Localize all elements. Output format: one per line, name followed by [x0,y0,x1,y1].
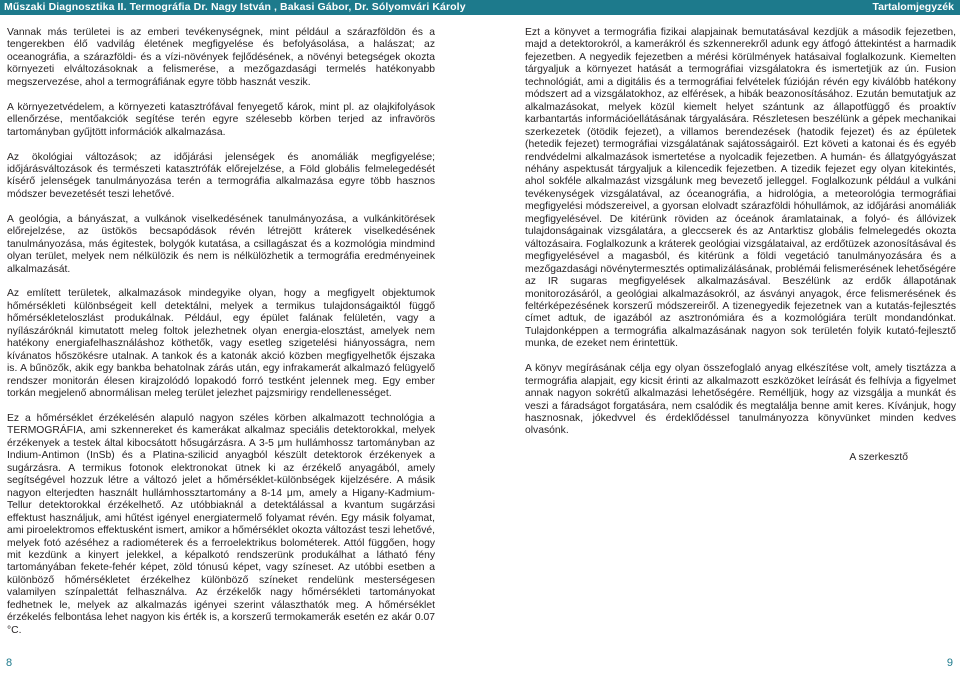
signature: A szerkesztő [849,451,908,463]
paragraph: A környezetvédelem, a környezeti katasztrófával fenyegető károk, mint pl. az olajkifolyások ellenőrzése, mentőakciók segítése terén egyre szélesebb körben terjed az infravörös tartományban gyűjtött információk alkalmazása. [7,101,435,138]
paragraph: A könyv megírásának célja egy olyan összefoglaló anyag elkészítése volt, amely tisztázza a termográfia alapjait, egy kicsit érinti az alkalmazott eszközöket leírását és felhívja a figyelmet annak nagyon sokrétű alkalmazási lehetőségére. Remélljük, hogy az vizsgálja a munkát és veszi a fáradságot forgatására, nem csalódik és megtalálja benne amit keres. Kívánjuk, hogy hasznosnak, jókedvvel és érdeklődéssel tanulmányozza könyvünket minden kedves olvasónk. [525,363,956,437]
paragraph: Az ökológiai változások; az időjárási jelenségek és anomáliák megfigyelése; időjárásváltozások és természeti katasztrófák előrejelzése, a Föld globális felmelegedését kísérő jelenségek tanulmányozása terén a termográfia alkalmazása egyre több hasznos módszer bevezetését teszi lehetővé. [7,151,435,200]
paragraph: Ezt a könyvet a termográfia fizikai alapjainak bemutatásával kezdjük a második fejezetben, majd a detektorokról, a kamerákról és szkennerekről adunk egy átfogó áttekintést a harmadik fejezetben. A negyedik fejezetben a mérési körülmények hatásaival foglalkozunk. Kiemelten tárgyaljuk a környezet hatását a termográfiai vizsgálatokra és ismertetjük az ún. Fusion technológiát, ami a digitális és a termográfiai felvételek fúzióján révén egy kiválóbb hatékony módszert ad a vizsgálatokhoz, az elférések, a hibák beazonosításához. Ezután bemutatjuk az alkalmazásokat, melyek közül kiemelt helyet szántunk az állapotfüggő és proaktív karbantartás információellátásának tárgyalására. Részletesen beszélünk a gépek mechanikai szerkezetek (ötödik fejezet), a villamos berendezések (hatodik fejezet) és az épületek (hetedik fejezet) termográfiai vizsgálatának sajátosságairól. Ezt követi a katonai és és egyéb rendvédelmi alkalmazások ismertetése a nyolcadik fejezetben. A humán- és állatgyógyászat néhány aspektusát tárgyaljuk a kilencedik fejezetben. A tizedik fejezet egy olyan kitekintés, ahol sokféle alkalmazást vizsgálunk meg bevezető jelleggel. Foglalkozunk például a vulkáni tevékenységek vizsgálatával, az óceanográfia, a hidrológia, a meteorológia termográfiai megfigyelési módszereivel, a gyorsan elolvadt szárazföldi hóhullámok, az időjárási anomáliák megfigyelésével. De kitérünk röviden az óceánok áramlatainak, a folyó- és állóvizek tulajdonságainak vizsgálatára, a gleccserek és az Antarktisz globális felmelegedés okozta változásaira. Foglalkozunk a kráterek geológiai vizsgálataival, az erdőtüzek azonosításával és megfigyelésével a magasból, és kitérünk a földi vegetáció tanulmányozására és a mezőgazdasági növénytermesztés optimalizálásának, problémái felismerésének lehetőségére az IR sugaras megfigyelések alkalmazásával. Beszélünk az erdők állapotának monitorozásáról, a geológiai alkalmazásokról, az ásványi anyagok, érce felismerésének és feltérképezésének korszerű módszereiről. A tizenegyedik fejezetnek van a kutatás-fejlesztés címet adtuk, de igazából az asztronómiára és a kozmológiára terült mondandónkat. Tulajdonképpen a termográfia alkalmazásának nagyon sok területén folyik kutató-fejlesztő munka, de ezeket nem érintettük. [525,27,956,350]
page-number-left: 8 [6,657,13,669]
page-number-right: 9 [946,657,953,669]
right-text-column [525,27,956,464]
paragraph: Ez a hőmérséklet érzékelésén alapuló nagyon széles körben alkalmazott technológia a TERMOGRÁFIA, ami szkennereket és kamerákat alkalmaz speciális detektorokkal, melyek érzékenyek a testek által kibocsátott hősugárzásra. A 3-5 μm hullámhossz tartományban az Indium-Antimon (InSb) és a Platina-szilicid anyagból készült detektorok érzékenyek a sugárzásra. A termikus fotonok elektronokat ütnek ki az érzékelő anyagából, amely segítségével hozzuk létre a változó jelet a hőmérséklet-különbségek kijelzésére. A másik nagyon elterjedten használt hullámhossztartomány a 8-14 μm, amely a Higany-Kadmium-Tellur detektorokkal érzékelhető. Az utóbbiaknál a detektálással a kvantum sugárzási effektust használjuk, ami hűtést igényel energiatermelő folyamat révén. Egy másik folyamat, ami piroelektromos effektusként ismert, amikor a hőmérséklet okozta változást teszi lehetővé, melyek fotó azéséhez a radiométerek és a ferroelektrikus bolométerek. Attól függően, hogy mit kezdünk a kinyert jelekkel, a képalkotó rendszerünk produkálhat a látható fény tartományában fekete-fehér képet, zöld tónusú képet, vagy színeset. Az utóbbi esetben a különböző hőmérsékletet érzékelhez különböző színeket rendelünk mesterségesen valamilyen színpalettát felhasználva. Az érzékelők nagy hőmérsékleti tartományokat fedhetnek le, melyek az alkalmazás igényei szerint választhatók meg. A hőmérséklet érzékelés felbontása lehet nagyon kis érték is, a korszerű termokamerák esetén ez akár 0.07 °C. [7,412,435,636]
paragraph: A geológia, a bányászat, a vulkánok viselkedésének tanulmányozása, a vulkánkitörések előrejelzése, az üstökös becsapódások révén létrejött kráterek viselkedésének tanulmányozása, más égitestek, bolygók kutatása, a csillagászat és a kozmológia mindmind olyan terület, melyek nem nélkülözik és nem is nélkülözhetik a termográfia eredményeinek alkalmazását. [7,213,435,275]
table-of-contents-link[interactable]: Tartalomjegyzék [872,1,954,13]
running-header-title: Műszaki Diagnosztika II. Termográfia Dr. Nagy István , Bakasi Gábor, Dr. Sólyomvári Károly [4,1,466,13]
paragraph: Az említett területek, alkalmazások mindegyike olyan, hogy a megfigyelt objektumok hőmérsékleti különbségeit kell detektálni, melyek a termikus tulajdonságaiktól függő hőmérsékleteloszlást produkálnak. Például, egy épület falának felületén, vagy a nyílászáróknál kimutatott meleg foltok jelezhetnek olyan energia-elosztást, amelyek nem hatékony energiafelhasználáshoz köthetők, vagy esetleg szigetelési hiányosságra, nem kívánatos hőszökésre utalnak. A tankok és a katonák akció közben megfigyelhetők éjszaka is. A bűnözők, akik egy bankba behatolnak zárás után, egy infrakamerát alkalmazó felügyelő rendszer monitorán élesen kirajzolódó lopakodó forró testként jelennek meg. Egy ember torkán megjelenő abnormálisan meleg terület jelezhet pajzsmirigy rendellenességet. [7,288,435,400]
left-text-column [7,27,435,650]
header-bar [0,0,960,15]
paragraph: Vannak más területei is az emberi tevékenységnek, mint például a szárazföldön és a tengerekben élő vadvilág életének megfigyelése és befolyásolása, a halászat; az oceanográfia, a szárazföldi- és a vízi-növények fejlődésének, a növényi betegségek okozta környezeti elváltozásoknak a felismerése, a mezőgazdasági termelés hatékonyabb megszervezése, ahol a termográfiának egyre több hasznát veszik. [7,27,435,88]
